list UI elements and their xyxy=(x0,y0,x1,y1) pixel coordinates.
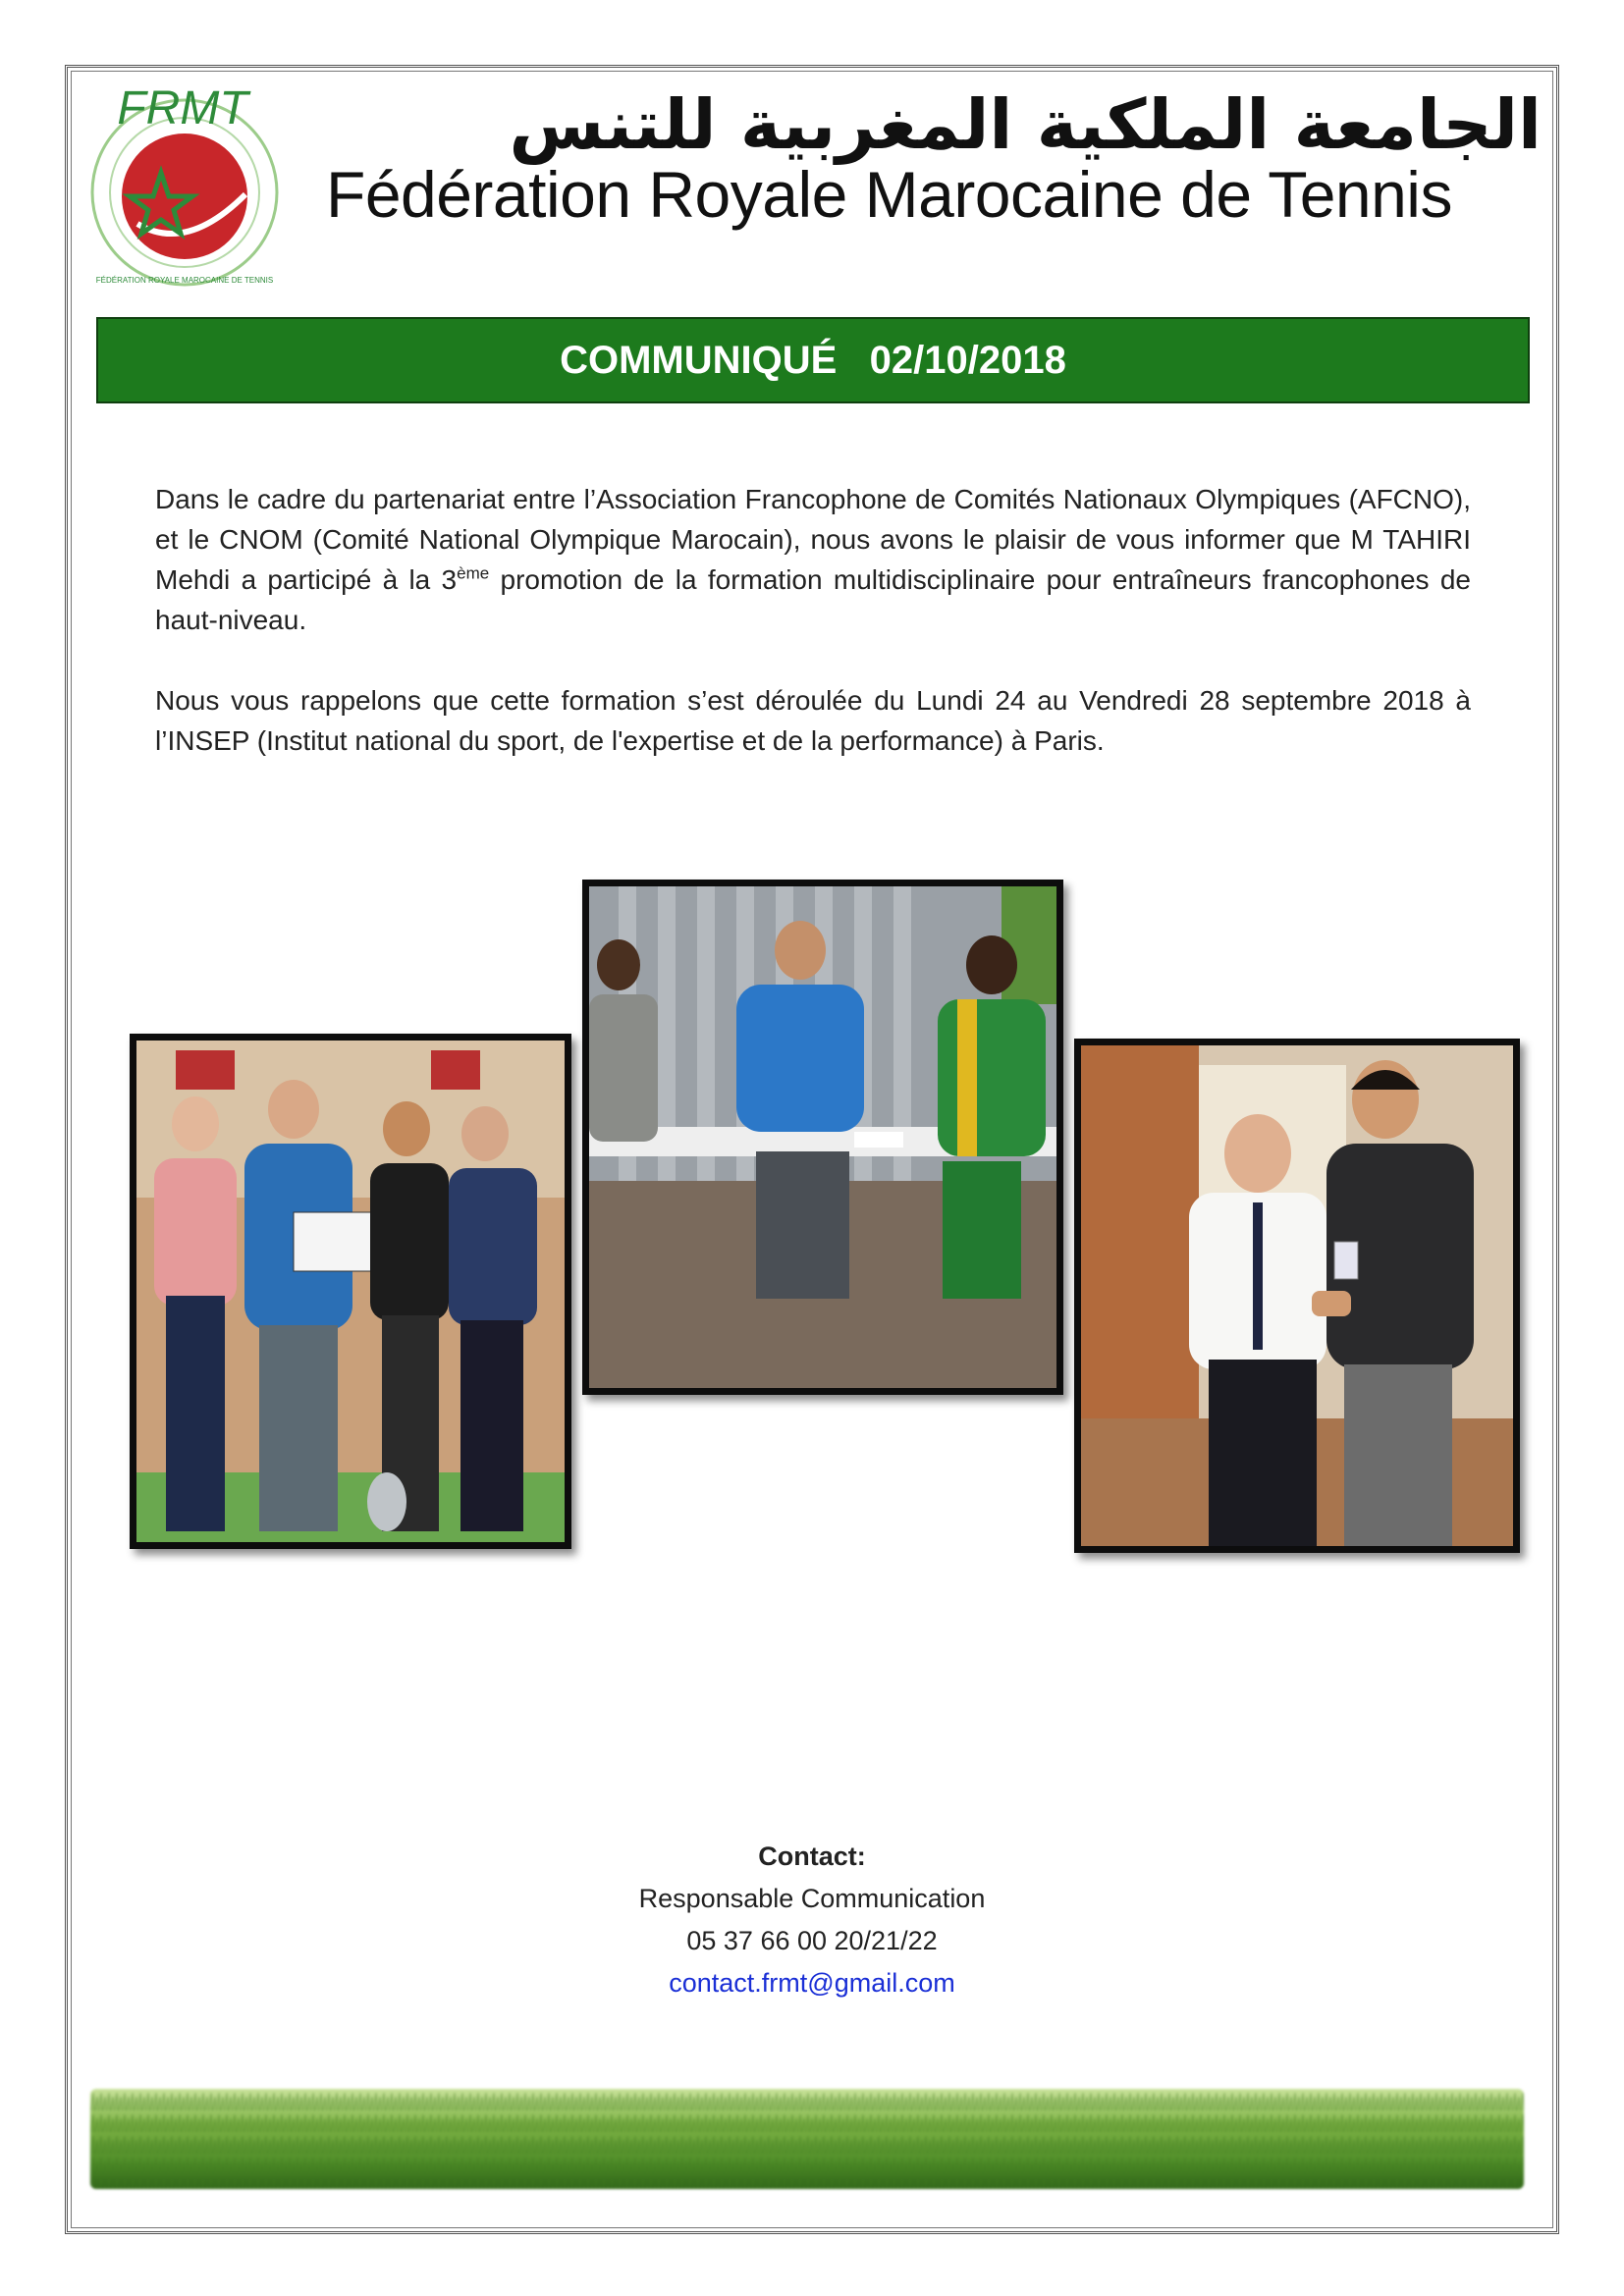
frmt-logo xyxy=(79,77,295,293)
grass-footer-image xyxy=(90,2089,1524,2189)
communique-banner xyxy=(96,317,1530,403)
french-federation-title: Fédération Royale Marocaine de Tennis xyxy=(326,158,1452,231)
arabic-federation-title: الجامعة الملكية المغربية للتنس xyxy=(509,84,1542,165)
photo-seminar-room xyxy=(582,880,1063,1395)
contact-block xyxy=(517,1836,1107,2004)
contact-heading: Contact: xyxy=(758,1842,866,1871)
banner-label: COMMUNIQUÉ xyxy=(560,338,838,382)
paragraph-1: Dans le cadre du partenariat entre l’Association Francophone de Comités Nationaux Olympiques (AFCNO), et le CNOM (Comité National Olympique Marocain), nous avons le plaisir de vous informer que M TAHIRI Mehdi a participé à la 3ème promotion de la formation multidisciplinaire pour entraîneurs francophones de haut-niveau. xyxy=(155,484,1471,635)
paragraph-2: Nous vous rappelons que cette formation s’est déroulée du Lundi 24 au Vendredi 28 septembre 2018 à l’INSEP (Institut national du sport, de l'expertise et de la performance) à Paris. xyxy=(155,685,1471,756)
contact-phone: 05 37 66 00 20/21/22 xyxy=(686,1926,938,1955)
logo-ring-text: FÉDÉRATION ROYALE MAROCAINE DE TENNIS xyxy=(95,276,274,285)
banner-date: 02/10/2018 xyxy=(869,338,1066,382)
contact-email-link[interactable]: contact.frmt@gmail.com xyxy=(669,1968,955,1998)
contact-role: Responsable Communication xyxy=(638,1884,986,1913)
photo-handshake xyxy=(1074,1039,1520,1553)
logo-text: FRMT xyxy=(117,82,248,134)
communique-body xyxy=(155,479,1471,801)
photo-certificate-group xyxy=(130,1034,571,1549)
